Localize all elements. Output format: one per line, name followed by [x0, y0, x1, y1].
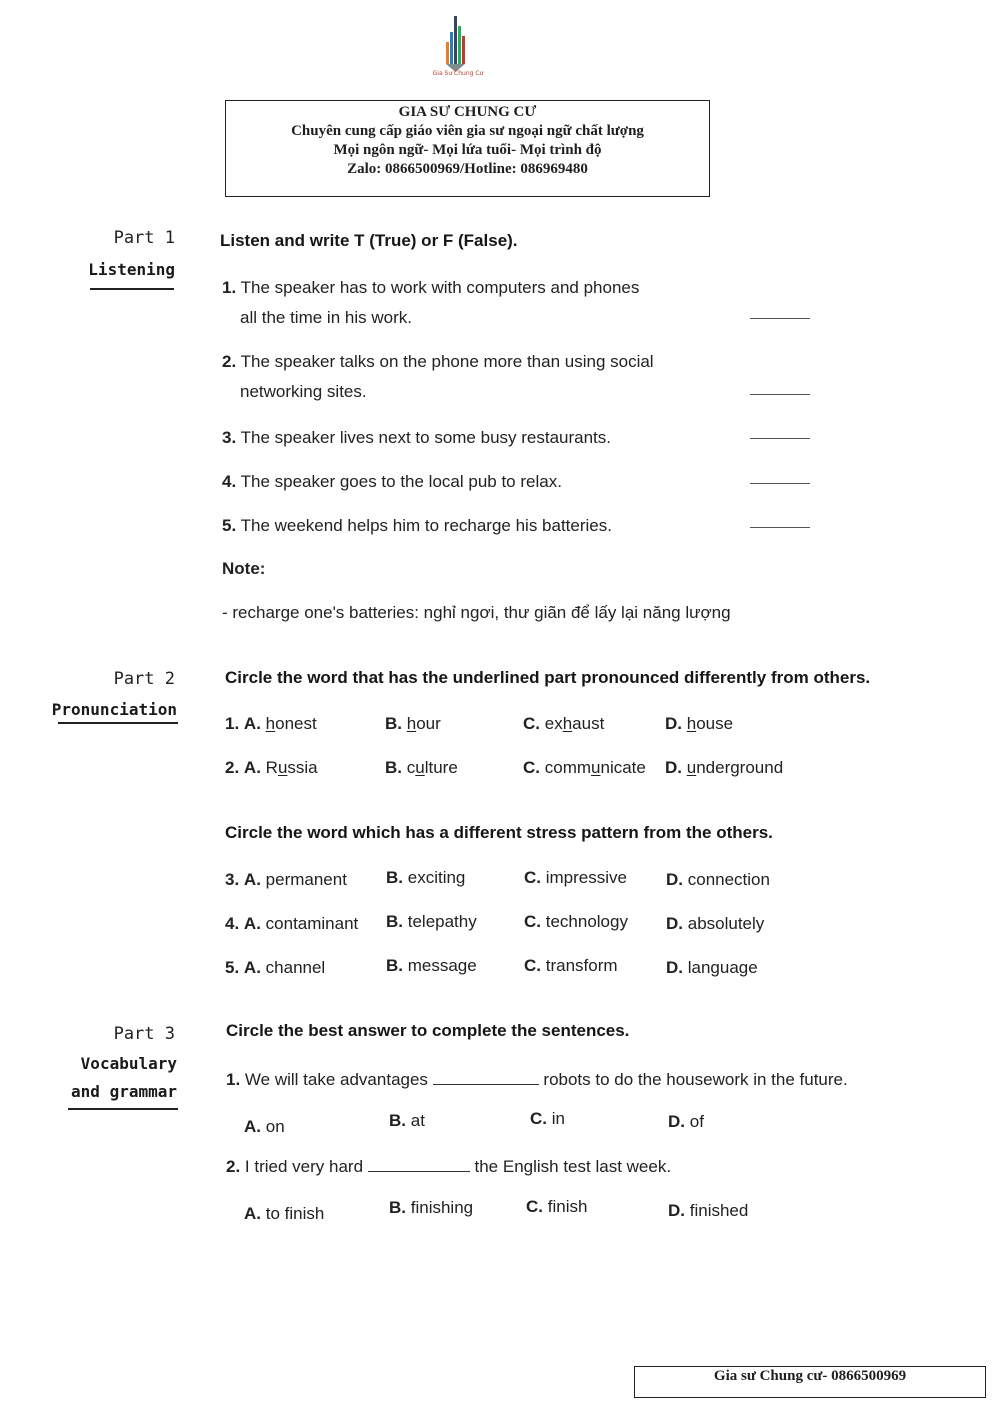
- option-word: in: [551, 1109, 565, 1128]
- p2-q4-option-c[interactable]: [524, 912, 628, 932]
- option-letter: D.: [666, 958, 683, 977]
- question-number: 1.: [226, 1070, 241, 1089]
- part1-label: Part 1: [113, 228, 175, 248]
- footer-text: Gia sư Chung cư- 0866500969: [713, 1368, 907, 1384]
- answer-blank[interactable]: [368, 1157, 470, 1172]
- p3-q1-option-c[interactable]: [530, 1109, 565, 1129]
- answer-blank-2[interactable]: [750, 394, 810, 395]
- part3-title-underline: [68, 1108, 178, 1110]
- p2-q2-option-d[interactable]: [665, 758, 783, 778]
- word-part: onest: [275, 714, 317, 733]
- part3-instruction: Circle the best answer to complete the sentences.: [226, 1021, 630, 1040]
- question-text: The speaker lives next to some busy restaurants.: [240, 428, 612, 447]
- option-letter: C.: [530, 1109, 547, 1128]
- option-word: telepathy: [407, 912, 477, 931]
- p2-q2-option-b[interactable]: [385, 758, 458, 778]
- option-letter: A.: [244, 1117, 261, 1136]
- p2-q1-option-d[interactable]: [665, 714, 733, 734]
- question-number: 5.: [222, 516, 237, 535]
- p3-q2-option-c[interactable]: [526, 1197, 587, 1217]
- option-letter: A.: [243, 958, 261, 977]
- word-part: nderground: [696, 758, 784, 777]
- p3-q2-option-b[interactable]: [389, 1198, 473, 1218]
- sentence-end: the English test last week.: [474, 1157, 672, 1176]
- sentence-start: I tried very hard: [244, 1157, 364, 1176]
- part1-question-3: [222, 428, 611, 448]
- header-line-4: Zalo: 0866500969/Hotline: 086969480: [347, 161, 588, 177]
- p2-q3-option-a[interactable]: [225, 870, 347, 890]
- option-letter: B.: [386, 912, 403, 931]
- part1-question-4: [222, 472, 562, 492]
- option-word: exciting: [407, 868, 466, 887]
- option-letter: D.: [668, 1201, 685, 1220]
- p3-q1-option-d[interactable]: [668, 1112, 704, 1132]
- word-part: R: [265, 758, 278, 777]
- p2-q3-option-d[interactable]: [666, 870, 770, 890]
- word-part: nicate: [600, 758, 646, 777]
- part1-question-5: [222, 516, 612, 536]
- word-part: aust: [572, 714, 605, 733]
- option-letter: A.: [243, 758, 261, 777]
- question-number: 1.: [225, 714, 240, 733]
- option-word: contaminant: [265, 914, 359, 933]
- option-letter: D.: [665, 714, 682, 733]
- underlined-part: u: [591, 758, 601, 777]
- option-word: finish: [547, 1197, 588, 1216]
- part3-title-line-1: Vocabulary: [80, 1054, 177, 1073]
- question-number: 5.: [225, 958, 240, 977]
- p2-q1-option-a[interactable]: [225, 714, 317, 734]
- part1-question-2-cont: networking sites.: [240, 382, 367, 401]
- option-letter: B.: [386, 868, 403, 887]
- word-part: comm: [544, 758, 592, 777]
- underlined-part: u: [686, 758, 697, 777]
- p2-q3-option-c[interactable]: [524, 868, 627, 888]
- option-word: transform: [545, 956, 618, 975]
- sentence-start: We will take advantages: [244, 1070, 428, 1089]
- option-word: absolutely: [687, 914, 765, 933]
- answer-blank-4[interactable]: [750, 483, 810, 484]
- option-letter: A.: [243, 914, 261, 933]
- option-word: finished: [689, 1201, 749, 1220]
- note-text: - recharge one's batteries: nghỉ ngơi, thư giãn để lấy lại năng lượng: [222, 603, 731, 622]
- part1-question-2: [222, 352, 654, 372]
- question-number: 2.: [226, 1157, 241, 1176]
- word-part: c: [406, 758, 416, 777]
- part3-title-line-2: and grammar: [71, 1082, 177, 1101]
- p3-q2-option-a[interactable]: [244, 1204, 324, 1224]
- p2-q5-option-c[interactable]: [524, 956, 618, 976]
- question-text: The speaker has to work with computers and phones: [240, 278, 640, 297]
- answer-blank-5[interactable]: [750, 527, 810, 528]
- p2-q4-option-d[interactable]: [666, 914, 764, 934]
- p2-q2-option-c[interactable]: [523, 758, 646, 778]
- option-word: to finish: [265, 1204, 325, 1223]
- p3-q1-option-a[interactable]: [244, 1117, 285, 1137]
- logo-caption: Gia Sư Chung Cư: [432, 70, 484, 77]
- question-text: The weekend helps him to recharge his batteries.: [240, 516, 612, 535]
- header-line-2: Chuyên cung cấp giáo viên gia sư ngoại ngữ chất lượng: [291, 123, 644, 139]
- p2-q3-option-b[interactable]: [386, 868, 465, 888]
- underlined-part: h: [562, 714, 573, 733]
- option-letter: B.: [385, 758, 402, 777]
- p3-q2-option-d[interactable]: [668, 1201, 748, 1221]
- option-word: technology: [545, 912, 628, 931]
- word-part: ex: [544, 714, 563, 733]
- p2-q4-option-b[interactable]: [386, 912, 477, 932]
- underlined-part: u: [415, 758, 425, 777]
- p2-q5-option-a[interactable]: [225, 958, 325, 978]
- question-number: 3.: [222, 428, 237, 447]
- option-letter: C.: [523, 714, 540, 733]
- option-letter: D.: [665, 758, 682, 777]
- option-letter: D.: [666, 914, 683, 933]
- p2-q5-option-d[interactable]: [666, 958, 758, 978]
- option-word: at: [410, 1111, 425, 1130]
- sentence-end: robots to do the housework in the future.: [543, 1070, 848, 1089]
- question-number: 2.: [222, 352, 237, 371]
- option-word: connection: [687, 870, 770, 889]
- part1-title-underline: [90, 288, 174, 290]
- option-letter: C.: [524, 956, 541, 975]
- option-letter: B.: [389, 1111, 406, 1130]
- option-letter: B.: [385, 714, 402, 733]
- option-letter: C.: [526, 1197, 543, 1216]
- p3-q1-option-b[interactable]: [389, 1111, 425, 1131]
- option-letter: B.: [389, 1198, 406, 1217]
- header-line-3: Mọi ngôn ngữ- Mọi lứa tuổi- Mọi trình độ: [333, 142, 602, 158]
- option-letter: A.: [243, 714, 261, 733]
- part1-instruction: Listen and write T (True) or F (False).: [220, 231, 518, 250]
- option-letter: A.: [244, 1204, 261, 1223]
- option-word: message: [407, 956, 477, 975]
- underlined-part: h: [406, 714, 417, 733]
- option-letter: B.: [386, 956, 403, 975]
- underlined-part: h: [686, 714, 697, 733]
- option-word: of: [689, 1112, 704, 1131]
- question-number: 3.: [225, 870, 240, 889]
- question-number: 1.: [222, 278, 237, 297]
- option-letter: A.: [243, 870, 261, 889]
- question-text: The speaker talks on the phone more than using social: [240, 352, 654, 371]
- underlined-part: u: [277, 758, 288, 777]
- part3-label: Part 3: [113, 1024, 175, 1044]
- p2-q5-option-b[interactable]: [386, 956, 477, 976]
- part1-question-1-cont: all the time in his work.: [240, 308, 412, 327]
- word-part: lture: [424, 758, 458, 777]
- option-word: impressive: [545, 868, 627, 887]
- question-text: The speaker goes to the local pub to relax.: [240, 472, 562, 491]
- p3-question-2: [226, 1157, 671, 1177]
- p2-q2-option-a[interactable]: [225, 758, 318, 778]
- option-word: finishing: [410, 1198, 474, 1217]
- part1-question-1: [222, 278, 639, 298]
- p2-q1-option-c[interactable]: [523, 714, 604, 734]
- word-part: ouse: [696, 714, 734, 733]
- question-number: 4.: [225, 914, 240, 933]
- option-word: language: [687, 958, 758, 977]
- logo: [428, 12, 488, 80]
- option-word: channel: [265, 958, 326, 977]
- part2-instruction-2: Circle the word which has a different stress pattern from the others.: [225, 823, 773, 842]
- part2-instruction-1: Circle the word that has the underlined part pronounced differently from others.: [225, 668, 871, 687]
- p3-question-1: [226, 1070, 848, 1090]
- p2-q4-option-a[interactable]: [225, 914, 358, 934]
- word-part: our: [416, 714, 441, 733]
- part2-title-underline: [58, 722, 178, 724]
- option-word: on: [265, 1117, 285, 1136]
- option-letter: D.: [668, 1112, 685, 1131]
- answer-blank-3[interactable]: [750, 438, 810, 439]
- option-letter: D.: [666, 870, 683, 889]
- header-line-1: GIA SƯ CHUNG CƯ: [398, 104, 537, 120]
- part2-label: Part 2: [113, 669, 175, 689]
- part1-title: Listening: [88, 260, 175, 279]
- question-number: 4.: [222, 472, 237, 491]
- question-number: 2.: [225, 758, 240, 777]
- word-part: ssia: [287, 758, 318, 777]
- option-letter: C.: [524, 912, 541, 931]
- answer-blank-1[interactable]: [750, 318, 810, 319]
- option-word: permanent: [265, 870, 347, 889]
- note-label: Note:: [222, 559, 266, 578]
- header-box: [225, 100, 710, 197]
- answer-blank[interactable]: [433, 1070, 539, 1085]
- pencil-chart-logo-icon: [428, 12, 488, 72]
- option-letter: C.: [523, 758, 540, 777]
- part2-title: Pronunciation: [51, 700, 177, 719]
- underlined-part: h: [265, 714, 276, 733]
- option-letter: C.: [524, 868, 541, 887]
- p2-q1-option-b[interactable]: [385, 714, 441, 734]
- footer-box: [634, 1366, 986, 1398]
